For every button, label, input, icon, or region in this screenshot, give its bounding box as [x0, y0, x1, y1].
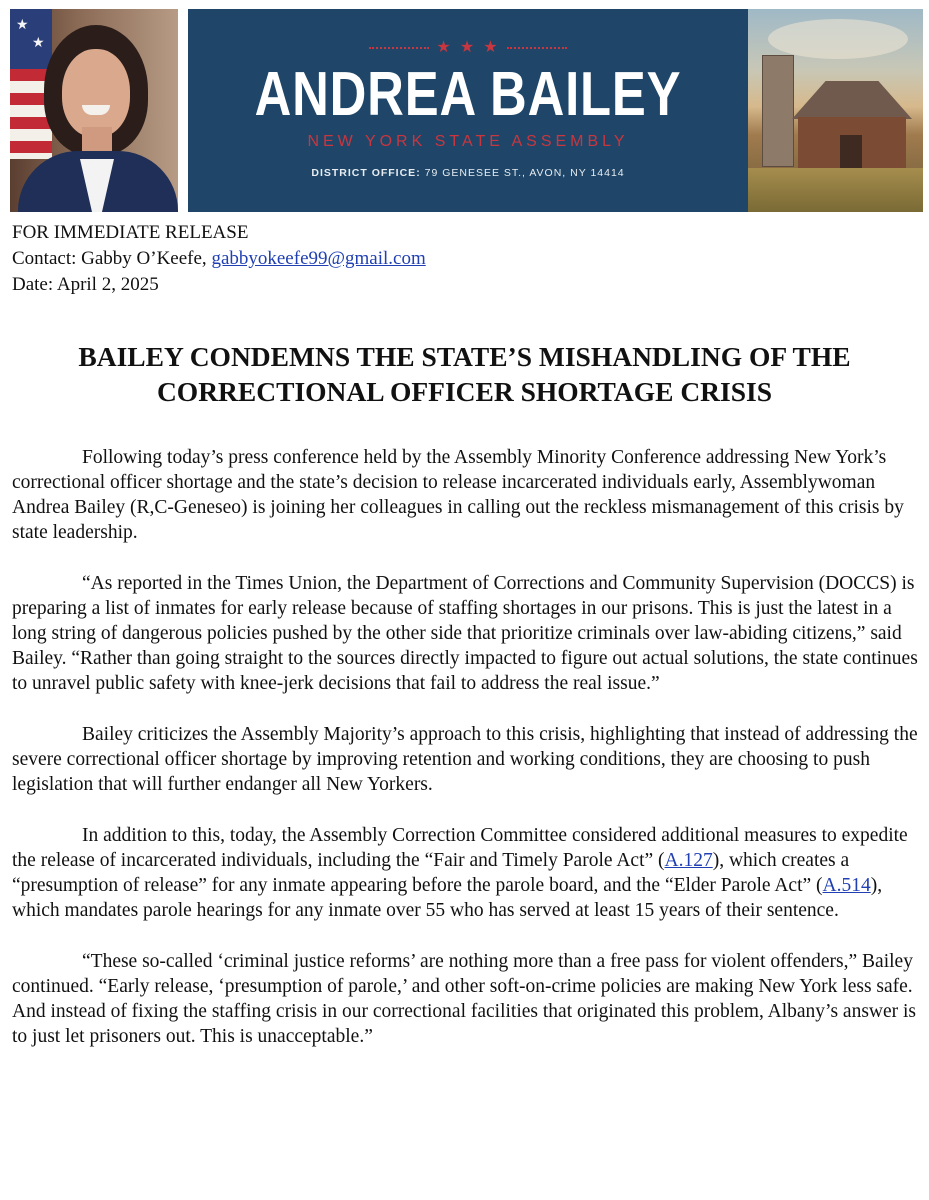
bill-a514-link[interactable]: A.514	[822, 875, 871, 896]
bill-a127-link[interactable]: A.127	[664, 850, 713, 871]
district-office-address: DISTRICT OFFICE: 79 GENESEE ST., AVON, NY 14414	[311, 167, 625, 179]
contact-line: Contact: Gabby O’Keefe, gabbyokeefe99@gmail.com	[12, 248, 426, 269]
star-ornament: ★ ★ ★	[188, 37, 748, 56]
headline-line-1: BAILEY CONDEMNS THE STATE’S MISHANDLING OF THE	[78, 341, 851, 372]
release-type: FOR IMMEDIATE RELEASE	[12, 222, 249, 243]
office-title: NEW YORK STATE ASSEMBLY	[307, 133, 629, 150]
headline-line-2: CORRECTIONAL OFFICER SHORTAGE CRISIS	[156, 376, 773, 407]
paragraph-4: In addition to this, today, the Assembly Correction Committee considered additional measures to expedite the release of incarcerated individuals, including the “Fair and Timely Parole Act” (A.127), which creates a “presumption of release” for any inmate appearing before the parole board, and the “Elder Parole Act” (A.514), which mandates parole hearings for any inmate over 55 who has served at least 15 years of their sentence.	[12, 825, 908, 921]
headline	[12, 339, 917, 409]
representative-name: ANDREA BAILEY	[254, 60, 682, 129]
barn-landscape-image	[748, 9, 923, 212]
portrait-photo	[10, 9, 178, 212]
press-release-body	[12, 445, 918, 1075]
paragraph-5: “These so-called ‘criminal justice reforms’ are nothing more than a free pass for violent offenders,” Bailey continued. “Early release, ‘presumption of parole,’ and other soft-on-crime policies are making New York less safe. And instead of fixing the staffing crisis in our correctional facilities that originated this problem, Albany’s answer is to just let prisoners out. This is unacceptable.”	[12, 951, 917, 1047]
letterhead-banner	[10, 9, 923, 212]
release-meta	[12, 220, 426, 298]
name-plate	[188, 9, 748, 212]
release-date: Date: April 2, 2025	[12, 274, 159, 295]
paragraph-2: “As reported in the Times Union, the Department of Corrections and Community Supervision (DOCCS) is preparing a list of inmates for early release because of staffing shortages in our prisons. This is just the latest in a long string of dangerous policies pushed by the other side that prioritize criminals over law-abiding citizens,” said Bailey. “Rather than going straight to the sources directly impacted to figure out actual solutions, the state continues to unravel public safety with knee-jerk decisions that fail to address the real issue.”	[12, 573, 918, 694]
contact-email-link[interactable]: gabbyokeefe99@gmail.com	[211, 248, 426, 269]
paragraph-1: Following today’s press conference held by the Assembly Minority Conference addressing New York’s correctional officer shortage and the state’s decision to release incarcerated individuals early, Assemblywoman Andrea Bailey (R,C-Geneseo) is joining her colleagues in calling out the reckless mismanagement of this crisis by state leadership.	[12, 447, 904, 543]
american-flag-image: ★ ★	[10, 9, 52, 159]
paragraph-3: Bailey criticizes the Assembly Majority’s approach to this crisis, highlighting that instead of addressing the severe correctional officer shortage by improving retention and working conditions, they are choosing to push legislation that will further endanger all New Yorkers.	[12, 724, 918, 795]
